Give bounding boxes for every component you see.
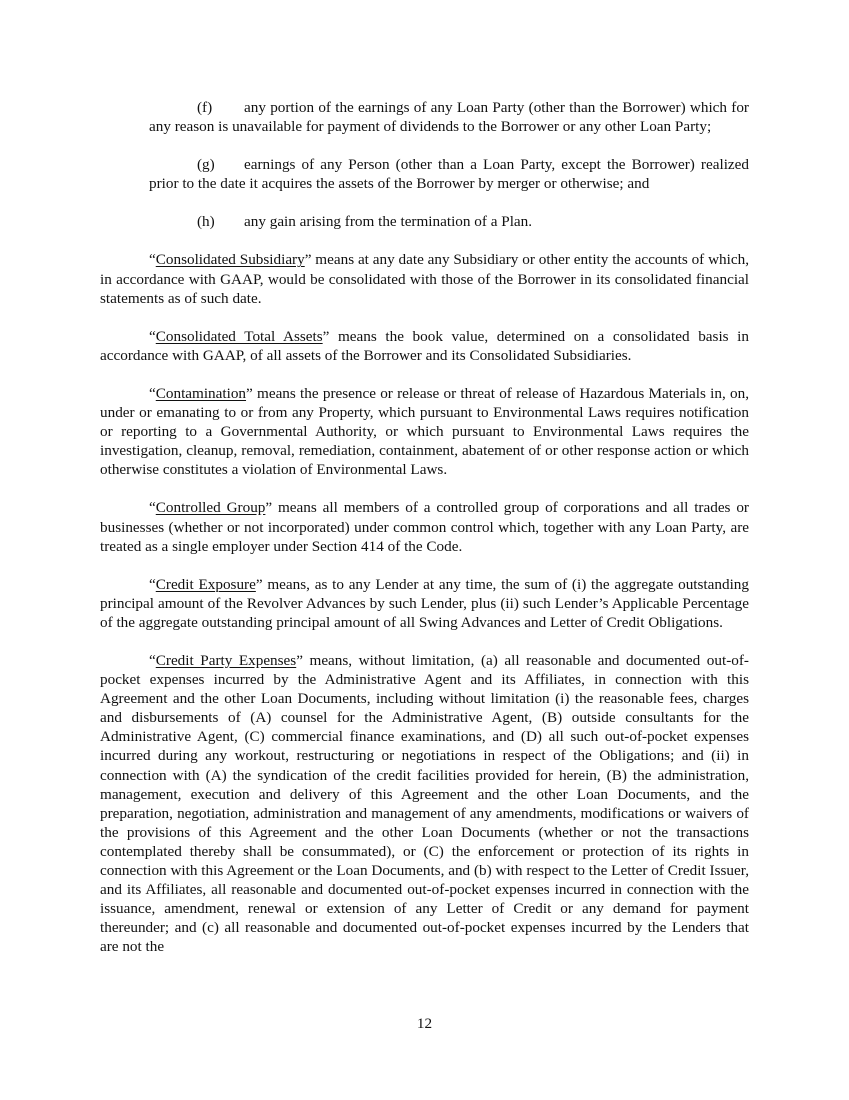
definition-consolidated-subsidiary <box>100 250 749 307</box>
definition-body: ” means the presence or release or threat of release of Hazardous Materials in, on, under or emanating to or from any Property, which pursuant to Environmental Laws requires notification or reporting to a Governmental Authority, or which pursuant to Environmental Laws requires the investigation, cleanup, removal, remediation, containment, abatement of or other response action or which otherwise constitutes a violation of Environmental Laws. <box>100 384 749 479</box>
page-number: 12 <box>416 1015 433 1032</box>
definition-credit-party-expenses <box>100 651 749 957</box>
clause-h <box>100 212 749 231</box>
definition-consolidated-total-assets <box>100 327 749 365</box>
definition-body: ” means, without limitation, (a) all reasonable and documented out-of-pocket expenses incurred by the Administrative Agent and its Affiliates, in connection with this Agreement and the other Loan Documents, including without limitation (i) the reasonable fees, charges and disbursements of (A) counsel for the Administrative Agent, (B) outside consultants for the Administrative Agent, (C) commercial finance examinations, and (D) all such out-of-pocket expenses incurred during any workout, restructuring or negotiations in respect of the Obligations; and (ii) in connection with (A) the syndication of the credit facilities provided for herein, (B) the administration, management, execution and delivery of this Agreement and the other Loan Documents, and the preparation, negotiation, administration and management of any amendments, modifications or waivers of the provisions of this Agreement and the other Loan Documents (whether or not the transactions contemplated thereby shall be consummated), or (C) the enforcement or protection of its rights in connection with this Agreement or the Loan Documents, and (b) with respect to the Letter of Credit Issuer, and its Affiliates, all reasonable and documented out-of-pocket expenses incurred in connection with the issuance, amendment, renewal or extension of any Letter of Credit or any demand for payment thereunder; and (c) all reasonable and documented out-of-pocket expenses incurred by the Lenders that are not the <box>100 651 749 956</box>
page-content <box>100 98 749 975</box>
clause-f-text: any portion of the earnings of any Loan Party (other than the Borrower) which for any reason is unavailable for payment of dividends to the Borrower or any other Loan Party; <box>149 99 749 136</box>
clause-f-label: (f) <box>197 99 213 116</box>
clause-g <box>100 155 749 193</box>
definition-body: ” means at any date any Subsidiary or other entity the accounts of which, in accordance with GAAP, would be consolidated with those of the Borrower in its consolidated financial statements as of such date. <box>100 251 749 307</box>
defined-term: Controlled Group <box>155 499 266 517</box>
open-quote: “ <box>149 651 156 669</box>
clause-g-text: earnings of any Person (other than a Loan Party, except the Borrower) realized prior to the date it acquires the assets of the Borrower by merger or otherwise; and <box>149 156 749 193</box>
open-quote: “ <box>149 499 156 517</box>
open-quote: “ <box>149 384 156 402</box>
clause-g-label: (g) <box>197 156 215 174</box>
open-quote: “ <box>149 575 156 593</box>
defined-term: Consolidated Subsidiary <box>155 251 305 269</box>
defined-term: Consolidated Total Assets <box>155 327 323 345</box>
defined-term: Contamination <box>155 384 247 402</box>
definition-controlled-group <box>100 498 749 555</box>
defined-term: Credit Party Expenses <box>155 651 297 669</box>
definition-body: ” means all members of a controlled group of corporations and all trades or businesses (whether or not incorporated) under common control which, together with any Loan Party, are treated as a single employer under Section 414 of the Code. <box>100 499 749 555</box>
open-quote: “ <box>149 251 156 269</box>
clause-h-label: (h) <box>197 213 215 231</box>
open-quote: “ <box>149 327 156 345</box>
clause-f <box>100 98 749 136</box>
clause-h-text: any gain arising from the termination of a Plan. <box>244 213 533 231</box>
definition-contamination <box>100 384 749 479</box>
definition-body: ” means, as to any Lender at any time, the sum of (i) the aggregate outstanding principal amount of the Revolver Advances by such Lender, plus (ii) such Lender’s Applicable Percentage of the aggregate outstanding principal amount of all Swing Advances and Letter of Credit Obligations. <box>100 575 749 631</box>
defined-term: Credit Exposure <box>155 575 256 593</box>
definition-body: ” means the book value, determined on a consolidated basis in accordance with GAAP, of all assets of the Borrower and its Consolidated Subsidiaries. <box>100 327 749 364</box>
definition-credit-exposure <box>100 575 749 632</box>
